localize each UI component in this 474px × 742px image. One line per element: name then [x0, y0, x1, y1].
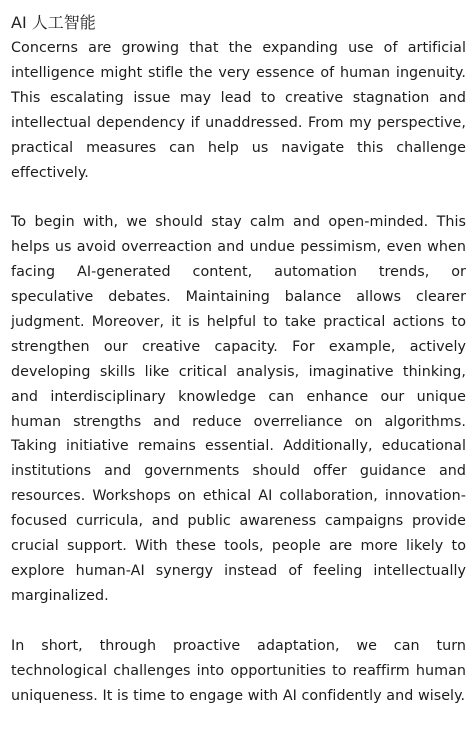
paragraph-conclusion: In short, through proactive adaptation, we can turn technological challenges into opportunities to reaffirm human uniqueness. It is time to engage with AI confidently and wisely. — [11, 637, 466, 704]
document-title: AI 人工智能 — [11, 13, 96, 32]
paragraph-gap — [11, 609, 466, 634]
paragraph-introduction: Concerns are growing that the expanding use of artificial intelligence might stifle the very essence of human ingenuity. This escalating issue may lead to creative stagnation and intellectual dependency if unaddressed. From my perspective, practical measures can help us navigate this challenge effectively. — [11, 40, 466, 181]
paragraph-gap — [11, 185, 466, 210]
paragraph-body: To begin with, we should stay calm and open-minded. This helps us avoid overreaction and undue pessimism, even when facing AI-generated content, automation trends, or speculative debates. Maintaining balance allows clearer judgment. Moreover, it is helpful to take practical actions to strengthen our creative capacity. For example, actively developing skills like critical analysis, imaginative thinking, and interdisciplinary knowledge can enhance our unique human strengths and reduce overreliance on algorithms. Taking initiative remains essential. Additionally, educational institutions and governments should offer guidance and resources. Workshops on ethical AI collaboration, innovation-focused curricula, and public awareness campaigns provide crucial support. With these tools, people are more likely to explore human-AI synergy instead of feeling intellectually marginalized. — [11, 214, 466, 604]
